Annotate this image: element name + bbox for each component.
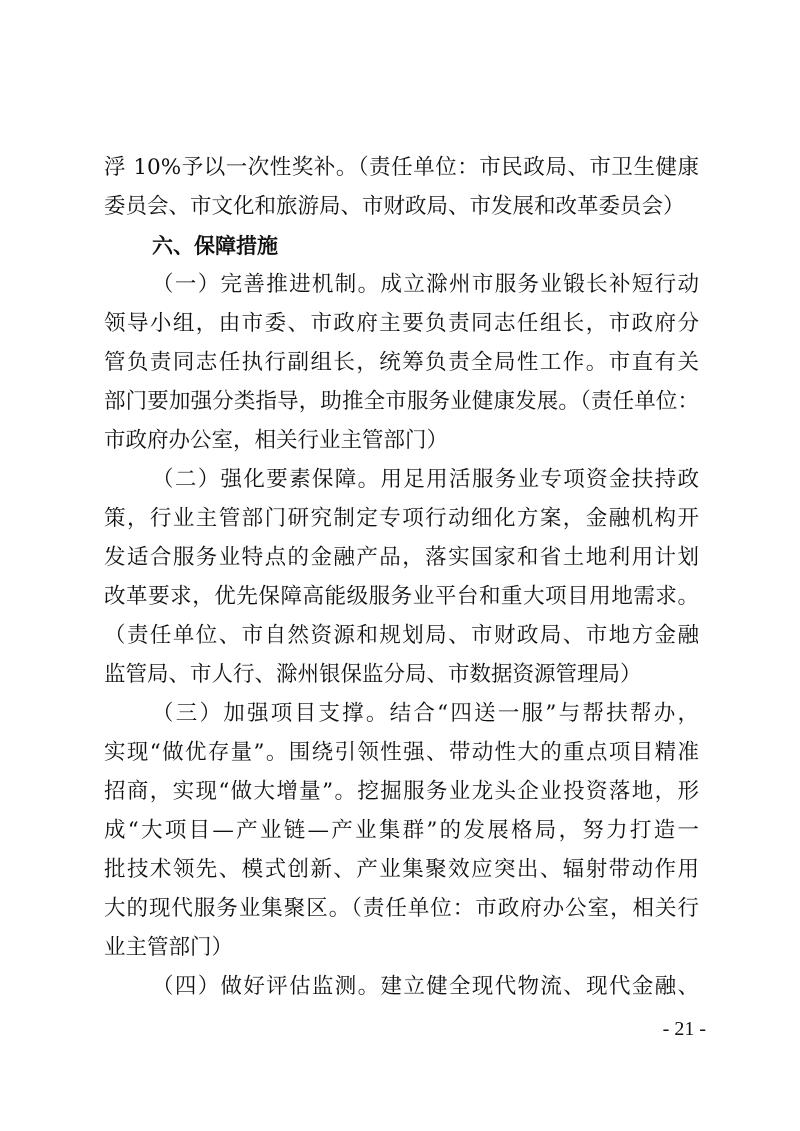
paragraph-line: （二）强化要素保障。用足用活服务业专项资金扶持政: [152, 467, 699, 492]
page-number: - 21 -: [662, 1018, 706, 1040]
paragraph-line: 市政府办公室，相关行业主管部门）: [104, 428, 449, 453]
paragraph-line: （四）做好评估监测。建立健全现代物流、现代金融、: [152, 974, 699, 999]
paragraph-line: 成“大项目—产业链—产业集群”的发展格局，努力打造一: [104, 818, 699, 843]
paragraph-line: 浮 10%予以一次性奖补。（责任单位：市民政局、市卫生健康: [104, 155, 699, 180]
section-heading: 六、保障措施: [152, 234, 278, 258]
paragraph-line: 监管局、市人行、滁州银保监分局、市数据资源管理局）: [104, 662, 642, 687]
paragraph-line: （责任单位、市自然资源和规划局、市财政局、市地方金融: [104, 623, 699, 648]
paragraph-line: 策，行业主管部门研究制定专项行动细化方案，金融机构开: [104, 506, 699, 531]
paragraph-line: 招商，实现“做大增量”。挖掘服务业龙头企业投资落地，形: [104, 779, 699, 804]
paragraph-line: 管负责同志任执行副组长，统筹负责全局性工作。市直有关: [104, 350, 699, 375]
paragraph-line: 改革要求，优先保障高能级服务业平台和重大项目用地需求。: [104, 584, 699, 609]
paragraph-line: 业主管部门）: [104, 935, 234, 960]
paragraph-line: （一）完善推进机制。成立滁州市服务业锻长补短行动: [152, 272, 699, 297]
paragraph-line: 批技术领先、模式创新、产业集聚效应突出、辐射带动作用: [104, 857, 699, 882]
paragraph-line: 领导小组，由市委、市政府主要负责同志任组长，市政府分: [104, 311, 699, 336]
paragraph-line: 委员会、市文化和旅游局、市财政局、市发展和改革委员会）: [104, 194, 685, 219]
paragraph-line: 部门要加强分类指导，助推全市服务业健康发展。（责任单位：: [104, 389, 699, 414]
paragraph-line: （三）加强项目支撑。结合“四送一服”与帮扶帮办，: [152, 701, 699, 726]
paragraph-line: 实现“做优存量”。围绕引领性强、带动性大的重点项目精准: [104, 740, 699, 765]
paragraph-line: 发适合服务业特点的金融产品，落实国家和省土地利用计划: [104, 545, 699, 570]
paragraph-line: 大的现代服务业集聚区。（责任单位：市政府办公室，相关行: [104, 896, 699, 921]
